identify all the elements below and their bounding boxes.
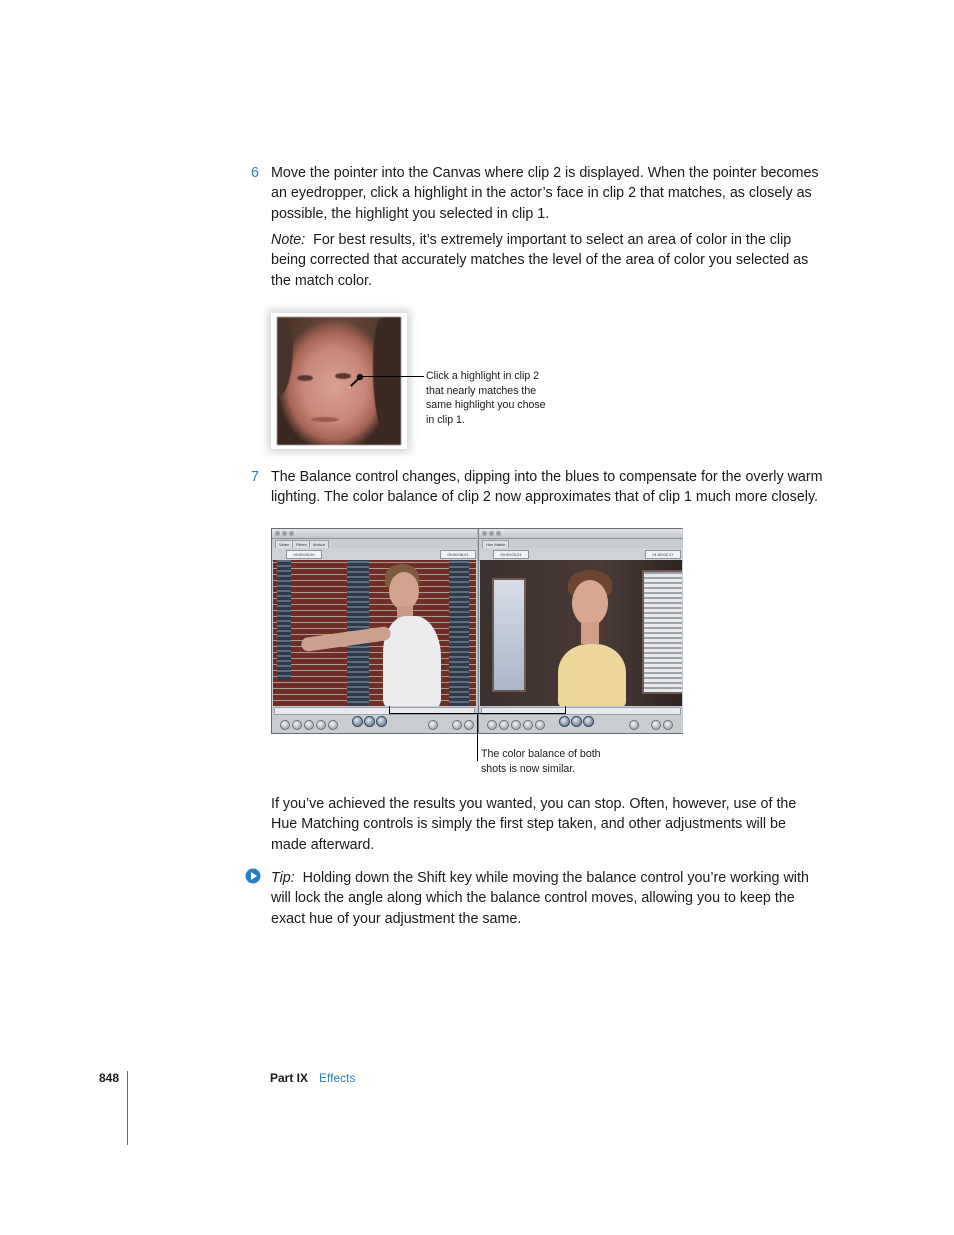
tip-arrow-icon — [245, 868, 261, 884]
step-text: The Balance control changes, dipping into the blues to compensate for the overly warm lighting. The color balance of clip 2 now approximates that of clip 1 much more closely. — [271, 469, 823, 506]
tab-video: Video — [275, 540, 293, 548]
timecode-duration: 00:00:03;24 — [493, 550, 529, 559]
canvas-window — [478, 529, 683, 733]
step-text: Move the pointer into the Canvas where clip 2 is displayed. When the pointer becomes an eyedropper, click a highlight in the actor’s face in clip 2 that matches, as closely as possible, the highlight you selected in clip 1. — [271, 165, 819, 222]
tip-paragraph — [271, 868, 823, 929]
viewer-window — [272, 529, 477, 733]
note-label: Note: — [271, 232, 306, 248]
tab-filters: Filters — [292, 540, 311, 548]
footer-part: Part IX — [270, 1071, 309, 1085]
step-number: 6 — [251, 165, 259, 181]
timecode-duration: 00:00:00;00 — [286, 550, 322, 559]
viewer-canvas-screenshot — [271, 528, 683, 734]
screens-callout-line — [477, 713, 478, 761]
footer-section-link[interactable]: Effects — [319, 1071, 356, 1085]
step-number: 7 — [251, 469, 259, 485]
footer-divider — [127, 1071, 128, 1145]
tab-hue-match: Hue Match — [482, 540, 509, 548]
screens-callout: The color balance of both shots is now similar. — [481, 748, 601, 775]
face-closeup-image — [271, 313, 407, 449]
eyedropper-icon — [347, 372, 365, 390]
face-callout-line — [363, 376, 424, 377]
tab-motion: Motion — [309, 540, 329, 548]
clip-2-frame — [480, 560, 682, 706]
screens-callout-tick-right — [565, 706, 566, 714]
note-paragraph — [271, 230, 823, 291]
page-number: 848 — [99, 1071, 120, 1085]
timecode-current: 00:00:08;01 — [440, 550, 476, 559]
screens-callout-tick-left — [389, 706, 390, 714]
clip-1-frame — [273, 560, 476, 706]
tip-label: Tip: — [271, 870, 295, 886]
note-text: For best results, it’s extremely important to select an area of color in the clip being corrected that accurately matches the level of the area of color you selected as the match color. — [271, 232, 809, 289]
body-paragraph: If you’ve achieved the results you wanted, you can stop. Often, however, use of the Hue Matching controls is simply the first step taken, and other adjustments will be made afterward. — [271, 796, 797, 853]
face-callout: Click a highlight in clip 2 that nearly matches the same highlight you chose in clip 1. — [426, 370, 546, 426]
tip-text: Holding down the Shift key while moving the balance control you’re working with will lock the angle along which the balance control moves, allowing you to keep the exact hue of your adjustment the same. — [271, 870, 809, 927]
timecode-current: 01:00:02;17 — [645, 550, 681, 559]
